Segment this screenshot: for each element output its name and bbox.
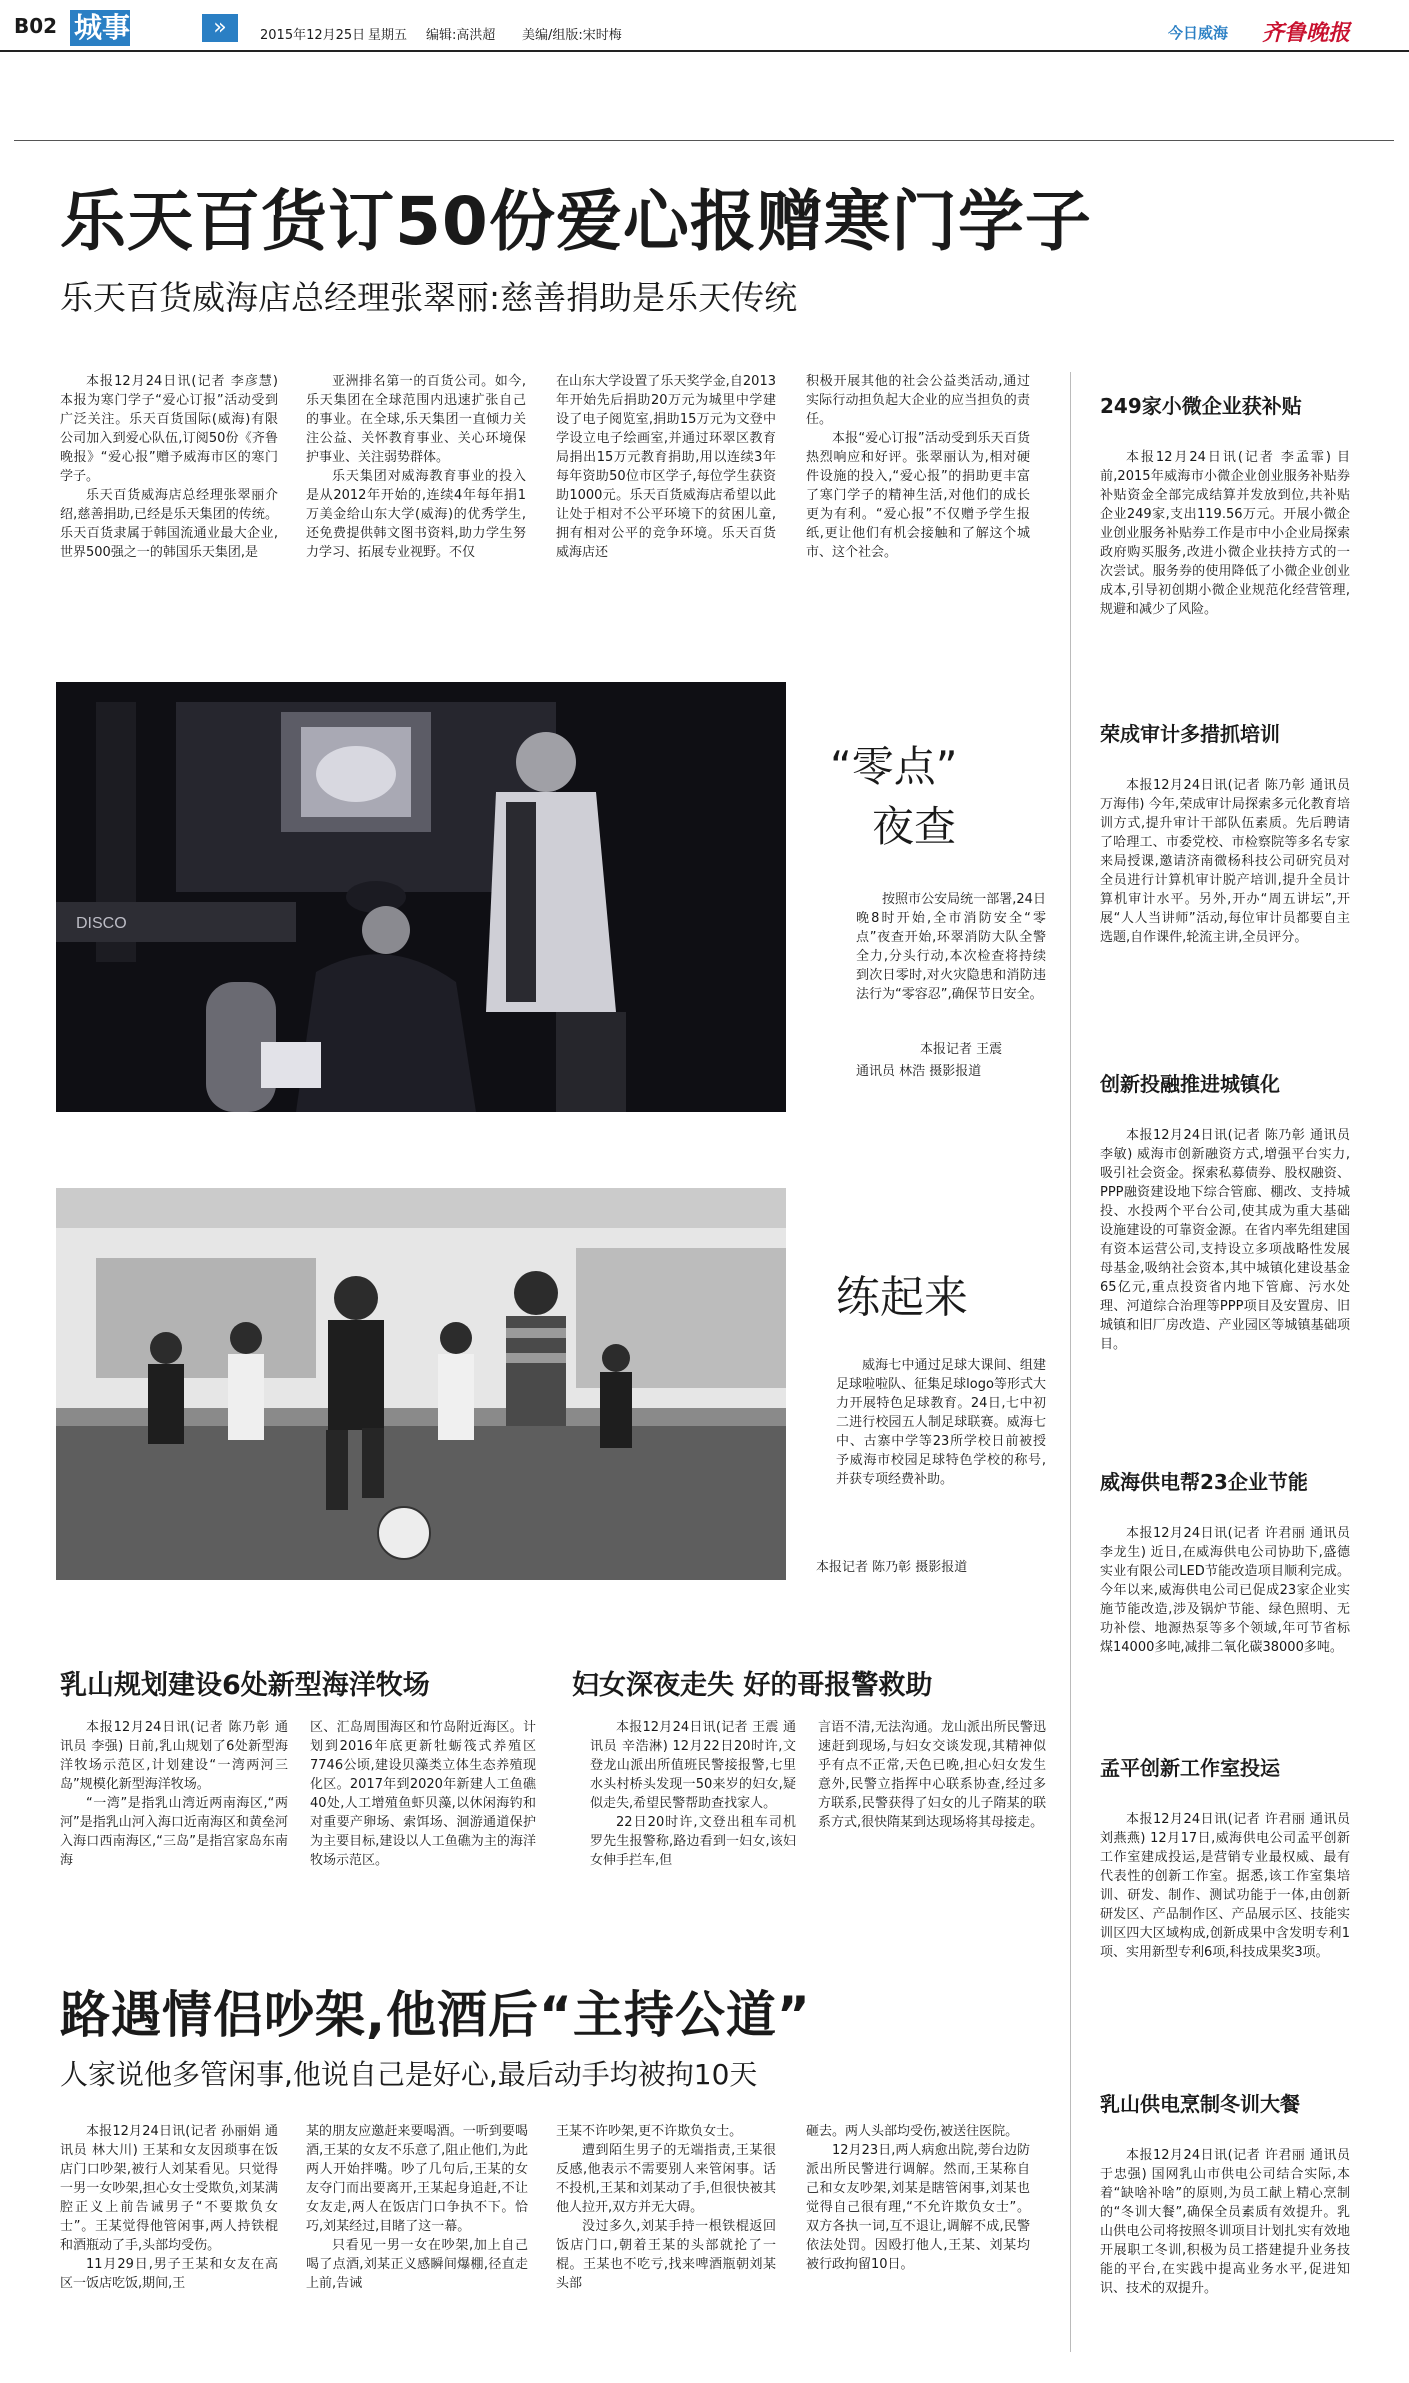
- brief-body-1: [1100, 448, 1350, 619]
- issue-date: 2015年12月25日: [260, 28, 366, 43]
- fight-column-3: [556, 2122, 776, 2293]
- brief-title-1: 249家小微企业获补贴: [1100, 394, 1302, 418]
- photo2-caption-text: 威海七中通过足球大课间、组建足球啦啦队、征集足球logo等形式大力开展特色足球教育。24日,七中初二进行校园五人制足球联赛。威海七中、古寨中学等23所学校日前被授予威海市校园足球特色学校的称号,并获专项经费补助。: [836, 1358, 1046, 1487]
- brief-body-6: [1100, 2146, 1350, 2298]
- brief-text: 本报12月24日讯(记者 许君丽 通讯员 于忠强) 国网乳山市供电公司结合实际,本着“缺啥补啥”的原则,为员工献上精心烹制的“冬训大餐”,确保全员素质有效提升。乳山供电公司将按照冬训项目计划扎实有效地开展职工冬训,积极为员工搭建提升业务技能的平台,在实践中提高业务水平,促进知识、技术的双提升。: [1100, 2148, 1350, 2296]
- brief-text: 本报12月24日讯(记者 许君丽 通讯员 李龙生) 近日,在威海供电公司协助下,盛德实业有限公司LED节能改造项目顺利完成。今年以来,威海供电公司已促成23家企业实施节能改造,涉及锅炉节能、绿色照明、无功补偿、地源热泵等多个领域,年可节省标煤14000多吨,减排二氧化碳38000多吨。: [1100, 1526, 1350, 1655]
- lead-para: 在山东大学设置了乐天奖学金,自2013年开始先后捐助20万元为城里中学建设了电子阅览室,捐助15万元为文登中学设立电子绘画室,并通过环翠区教育局捐出15万元教育捐助,用以连续3年每年资助50位市区学子,每位学生获资助1000元。乐天百货威海店希望以此让处于相对不公平环境下的贫困儿童,拥有相对公平的竞争环境。乐天百货威海店还: [556, 374, 776, 560]
- lead-para: 积极开展其他的社会公益类活动,通过实际行动担负起大企业的应当担负的责任。: [806, 374, 1030, 427]
- fight-column-4: [806, 2122, 1030, 2274]
- lead-para: 本报“爱心订报”活动受到乐天百货热烈响应和好评。张翠丽认为,相对硬件设施的投入,“爱心报”的捐助更丰富了寒门学子的精神生活,对他们的成长更为有利。“爱心报”不仅赠予学生报纸,更让他们有机会接触和了解这个城市、这个社会。: [806, 431, 1030, 560]
- night-inspection-illustration: [56, 682, 786, 1112]
- lead-para: 乐天集团对威海教育事业的投入是从2012年开始的,连续4年每年捐1万美金给山东大学(威海)的优秀学生,还免费提供韩文图书资料,助力学生努力学习、拓展专业视野。不仅: [306, 469, 526, 560]
- fight-para: 只看见一男一女在吵架,加上自己喝了点酒,刘某正义感瞬间爆棚,径直走上前,告诫: [306, 2238, 528, 2291]
- lead-column-1: [60, 372, 278, 562]
- woman-column-1: [590, 1718, 796, 1870]
- woman-headline: 妇女深夜走失 好的哥报警救助: [572, 1670, 933, 1701]
- football-illustration: [56, 1188, 786, 1580]
- brief-body-2: [1100, 776, 1350, 947]
- brief-body-3: [1100, 1126, 1350, 1354]
- photo2-caption: [836, 1356, 1046, 1489]
- chevron-right-icon: »: [202, 14, 238, 42]
- football-photo: [56, 1188, 786, 1580]
- brief-title-2: 荣成审计多措抓培训: [1100, 722, 1280, 746]
- lead-column-4: [806, 372, 1030, 562]
- photo1-caption: [856, 890, 1046, 1004]
- disco-sign: DISCO: [76, 915, 127, 932]
- brief-body-4: [1100, 1524, 1350, 1657]
- designer-credit: 美编/组版:宋时梅: [522, 28, 622, 43]
- fight-subheadline: 人家说他多管闲事,他说自己是好心,最后动手均被拘10天: [60, 2058, 758, 2091]
- fight-para: 本报12月24日讯(记者 孙丽娟 通讯员 林大川) 王某和女友因琐事在饭店门口吵架,被行人刘某看见。只觉得一男一女吵架,担心女士受欺负,刘某满腔正义上前告诫男子“不要欺负女士”。王某觉得他管闲事,两人持铁棍和酒瓶动了手,头部均受伤。: [60, 2124, 278, 2253]
- photo1-caption-text: 按照市公安局统一部署,24日晚8时开始,全市消防安全“零点”夜查开始,环翠消防大队全警全力,分头行动,本次检查将持续到次日零时,对火灾隐患和消防违法行为“零容忍”,确保节日安全。: [856, 892, 1046, 1002]
- fight-para: 没过多久,刘某手持一根铁棍返回饭店门口,朝着王某的头部就抡了一棍。王某也不吃亏,找来啤酒瓶朝刘某头部: [556, 2219, 776, 2291]
- lead-para: 本报12月24日讯(记者 李彦慧) 本报为寒门学子“爱心订报”活动受到广泛关注。乐天百货国际(威海)有限公司加入到爱心队伍,订阅50份《齐鲁晚报》“爱心报”赠予威海市区的寒门学子。: [60, 374, 278, 484]
- section-title: 城事: [74, 11, 131, 44]
- photo1-credit-reporter: 本报记者 王震: [920, 1042, 1003, 1057]
- fight-para: 11月29日,男子王某和女友在高区一饭店吃饭,期间,王: [60, 2257, 278, 2291]
- fight-para: 砸去。两人头部均受伤,被送往医院。: [806, 2124, 1019, 2139]
- brief-title-3: 创新投融推进城镇化: [1100, 1072, 1280, 1096]
- woman-para: 言语不清,无法沟通。龙山派出所民警迅速赶到现场,与妇女交谈发现,其精神似乎有点不正常,天色已晚,担心妇女发生意外,民警立指挥中心联系协查,经过多方联系,民警获得了妇女的儿子隋某的联系方式,很快隋某到达现场将其母接走。: [818, 1720, 1046, 1830]
- lead-para: 乐天百货威海店总经理张翠丽介绍,慈善捐助,已经是乐天集团的传统。乐天百货隶属于韩国流通业最大企业,世界500强之一的韩国乐天集团,是: [60, 488, 278, 560]
- lead-column-2: [306, 372, 526, 562]
- fight-para: 王某不许吵架,更不许欺负女士。: [556, 2124, 743, 2139]
- page-number: B02: [14, 14, 58, 38]
- lead-headline: 乐天百货订50份爱心报赠寒门学子: [60, 183, 1092, 260]
- photo1-title-line2: 夜查: [872, 802, 957, 851]
- rushan-column-2: [310, 1718, 536, 1870]
- photo1-credit-photo: 通讯员 林浩 摄影报道: [856, 1064, 982, 1079]
- fight-para: 12月23日,两人病愈出院,蒡台边防派出所民警进行调解。然而,王某称自己和女友吵架,刘某是瞎管闲事,刘某也觉得自己很有理,“不允许欺负女士”。双方各执一词,互不退让,调解不成,民警依法处罚。因殴打他人,王某、刘某均被行政拘留10日。: [806, 2143, 1030, 2272]
- fight-column-1: [60, 2122, 278, 2293]
- edition-name: 今日威海: [1168, 24, 1229, 42]
- lead-para: 亚洲排名第一的百货公司。如今,乐天集团在全球范围内迅速扩张自己的事业。在全球,乐天集团一直倾力关注公益、关怀教育事业、关心环境保护事业、关注弱势群体。: [306, 374, 526, 465]
- lead-column-3: [556, 372, 776, 562]
- top-rule: [14, 140, 1394, 141]
- rushan-column-1: [60, 1718, 288, 1870]
- rushan-para: 本报12月24日讯(记者 陈乃彰 通讯员 李强) 日前,乳山规划了6处新型海洋牧场示范区,计划建设“一湾两河三岛”规模化新型海洋牧场。: [60, 1720, 288, 1792]
- woman-para: 本报12月24日讯(记者 王震 通讯员 辛浩淋) 12月22日20时许,文登龙山派出所值班民警接报警,七里水头村桥头发现一50来岁的妇女,疑似走失,希望民警帮助查找家人。: [590, 1720, 796, 1811]
- rushan-headline: 乳山规划建设6处新型海洋牧场: [60, 1670, 430, 1701]
- column-divider: [1070, 372, 1071, 2352]
- woman-para: 22日20时许,文登出租车司机罗先生报警称,路边看到一妇女,该妇女伸手拦车,但: [590, 1815, 796, 1868]
- brief-title-4: 威海供电帮23企业节能: [1100, 1470, 1308, 1494]
- fight-para: 遭到陌生男子的无端指责,王某很反感,他表示不需要别人来管闲事。话不投机,王某和刘某动了手,但很快被其他人拉开,双方并无大碍。: [556, 2143, 776, 2215]
- fight-column-2: [306, 2122, 528, 2293]
- fight-para: 某的朋友应邀赶来要喝酒。一听到要喝酒,王某的女友不乐意了,阻止他们,为此两人开始拌嘴。吵了几句后,王某的女友夺门而出要离开,王某起身追赶,不让女友走,两人在饭店门口争执不下。恰巧,刘某经过,目睹了这一幕。: [306, 2124, 528, 2234]
- brief-text: 本报12月24日讯(记者 陈乃彰 通讯员 李敏) 威海市创新融资方式,增强平台实力,吸引社会资金。探索私募债券、股权融资、PPP融资建设地下综合管廊、棚改、支持城投、水投两个平台公司,使其成为重大基础设施建设的可靠资金源。在省内率先组建国有资本运营公司,支持设立多项战略性发展母基金,吸纳社会资本,其中城镇化建设基金65亿元,重点投资省内地下管廊、污水处理、河道综合治理等PPP项目及安置房、旧城镇和旧厂房改造、产业园区等城镇基础项目。: [1100, 1128, 1350, 1352]
- rushan-para: “一湾”是指乳山湾近两南海区,“两河”是指乳山河入海口近南海区和黄垒河入海口西南海区,“三岛”是指宫家岛东南海: [60, 1796, 288, 1868]
- newspaper-logo: 齐鲁晚报: [1262, 20, 1351, 46]
- night-inspection-photo: [56, 682, 786, 1112]
- brief-text: 本报12月24日讯(记者 李孟霏) 目前,2015年威海市小微企业创业服务补贴券补贴资金全部完成结算并发放到位,共补贴企业249家,支出119.56万元。开展小微企业创业服务补贴券工作是市中小企业局探索政府购买服务,改进小微企业扶持方式的一次尝试。服务券的使用降低了小微企业创业成本,引导初创期小微企业规范化经营管理,规避和减少了风险。: [1100, 450, 1350, 617]
- photo1-title-line1: “零点”: [830, 742, 958, 791]
- brief-text: 本报12月24日讯(记者 许君丽 通讯员 刘燕燕) 12月17日,威海供电公司孟平创新工作室建成投运,是营销专业最权威、最有代表性的创新工作室。据悉,该工作室集培训、研发、制作、测试功能于一体,由创新研发区、产品制作区、产品展示区、技能实训区四大区域构成,创新成果中含发明专利1项、实用新型专利6项,科技成果奖3项。: [1100, 1812, 1350, 1960]
- lead-subheadline: 乐天百货威海店总经理张翠丽:慈善捐助是乐天传统: [60, 278, 798, 317]
- brief-text: 本报12月24日讯(记者 陈乃彰 通讯员 万海伟) 今年,荣成审计局探索多元化教育培训方式,提升审计干部队伍素质。先后聘请了哈理工、市委党校、市检察院等多名专家来局授课,邀请济南微杨科技公司研究员对全员进行计算机审计脱产培训,提升全员计算机审计水平。另外,开办“周五讲坛”,开展“人人当讲师”活动,每位审计员都要自主选题,自作课件,轮流主讲,全员评分。: [1100, 778, 1350, 945]
- issue-weekday: 星期五: [368, 28, 408, 43]
- photo2-title: 练起来: [836, 1272, 968, 1323]
- woman-column-2: [818, 1718, 1046, 1832]
- header-rule: [0, 50, 1409, 52]
- brief-title-6: 乳山供电烹制冬训大餐: [1100, 2092, 1300, 2116]
- rushan-para: 区、汇岛周围海区和竹岛附近海区。计划到2016年底更新牡蛎筏式养殖区7746公顷,建设贝藻类立体生态养殖现化区。2017年到2020年新建人工鱼礁40处,人工增殖鱼虾贝藻,以休闲海钓和对重要产卵场、索饵场、洄游通道保护为主要目标,建设以人工鱼礁为主的海洋牧场示范区。: [310, 1720, 536, 1868]
- brief-title-5: 孟平创新工作室投运: [1100, 1756, 1280, 1780]
- editor-credit: 编辑:高洪超: [426, 28, 496, 43]
- photo2-credit: 本报记者 陈乃彰 摄影报道: [816, 1560, 968, 1575]
- brief-body-5: [1100, 1810, 1350, 1962]
- fight-headline: 路遇情侣吵架,他酒后“主持公道”: [60, 1986, 811, 2044]
